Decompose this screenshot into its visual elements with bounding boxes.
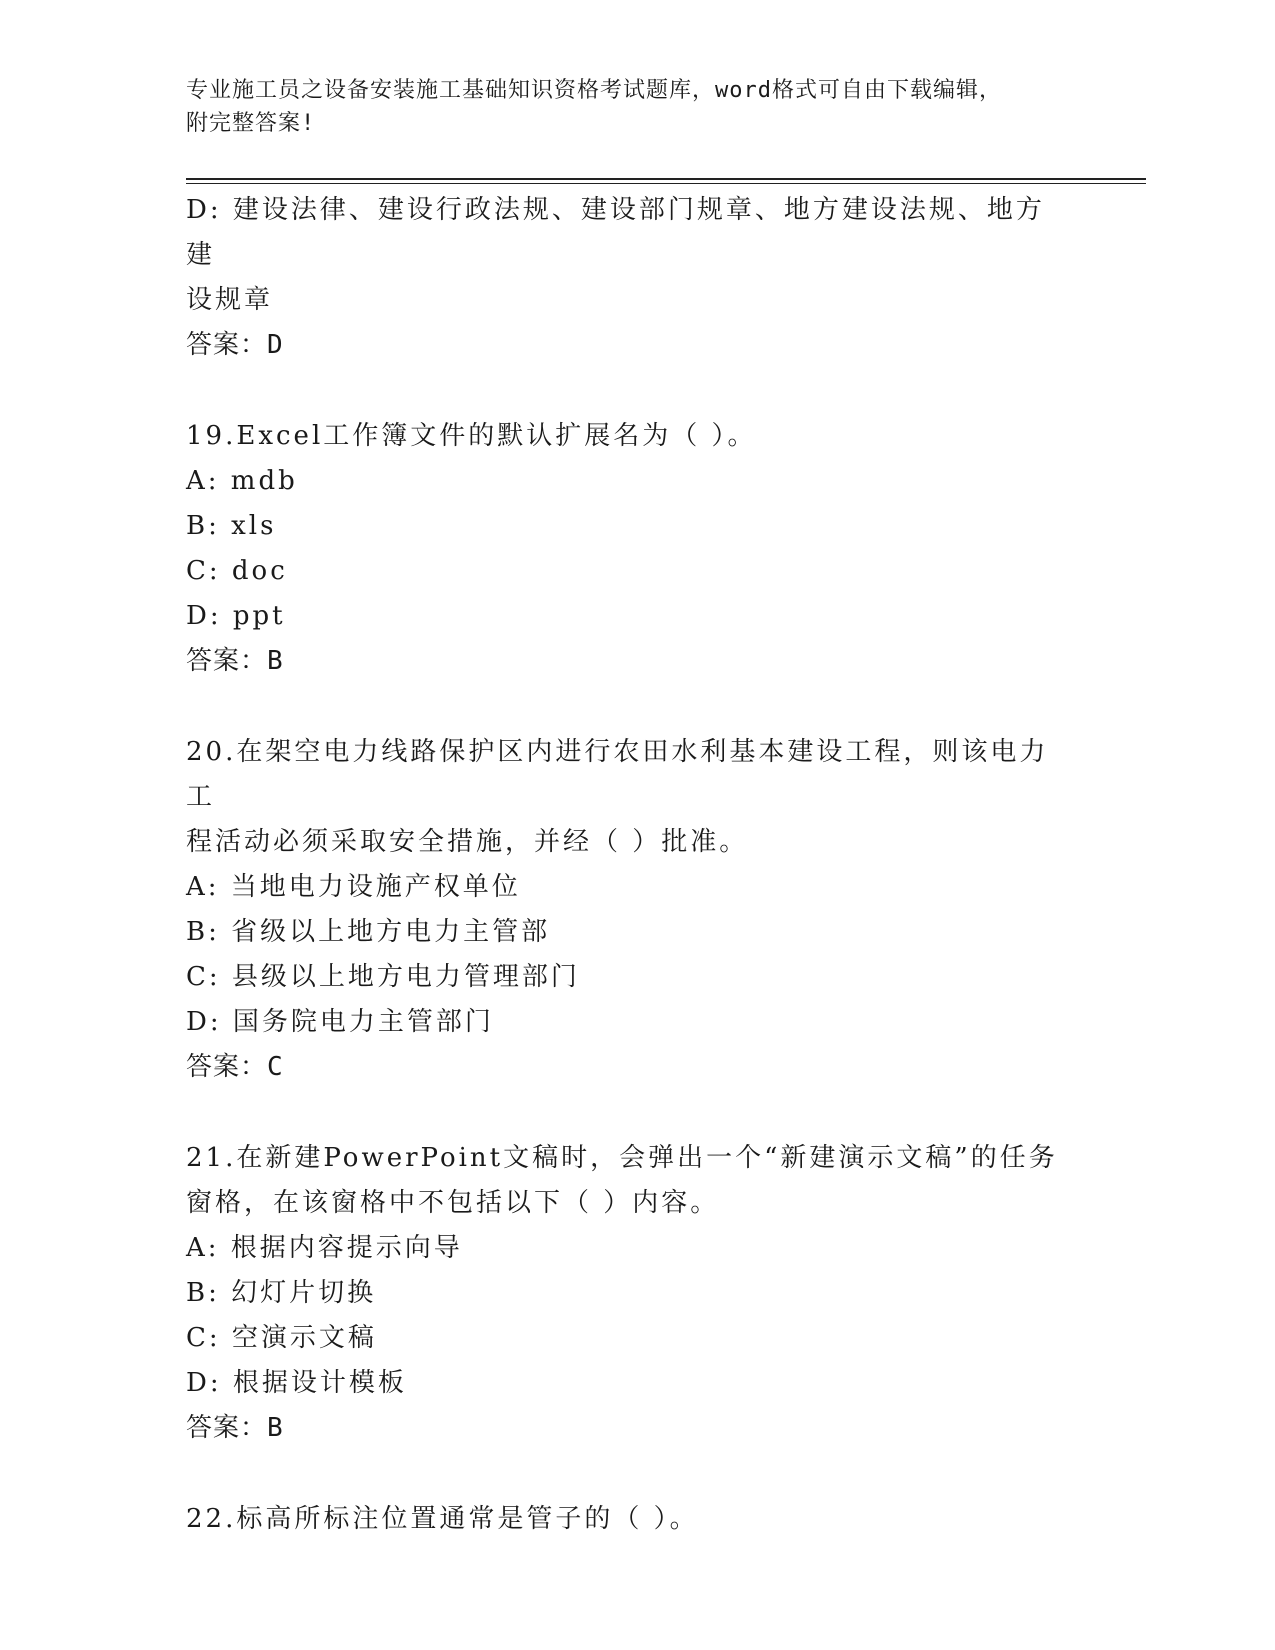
answer-line: 答案：C [186,1052,284,1082]
spacer [186,368,1066,414]
header-divider-thick [186,178,1146,180]
question-20-block [186,730,1066,1090]
question-text: 19.Excel工作簿文件的默认扩展名为（ ）。 [186,421,757,451]
document-header [186,74,1066,140]
question-22-block [186,1497,1066,1542]
option-b: B: xls [186,511,277,541]
question-21-block [186,1136,1066,1451]
option-d: D: 根据设计模板 [186,1368,407,1398]
option-c: C: 空演示文稿 [186,1323,377,1353]
option-b: B: 省级以上地方电力主管部 [186,917,551,947]
option-a: A: 根据内容提示向导 [186,1233,463,1263]
header-divider-thin [186,183,1146,184]
question-18-block [186,188,1066,368]
answer-line: 答案：B [186,646,284,676]
spacer [186,684,1066,730]
option-d: D: ppt [186,601,286,631]
option-d: D: 国务院电力主管部门 [186,1007,494,1037]
question-19-block [186,414,1066,684]
question-text-continued: 程活动必须采取安全措施，并经（ ）批准。 [186,827,749,857]
option-a: A: 当地电力设施产权单位 [186,872,521,902]
answer-line: 答案：D [186,330,284,360]
option-b: B: 幻灯片切换 [186,1278,377,1308]
question-list [186,188,1066,1542]
header-line-2: 附完整答案! [186,111,316,136]
option-d: D: 建设法律、建设行政法规、建设部门规章、地方建设法规、地方建 [186,195,1045,270]
question-text-continued: 窗格，在该窗格中不包括以下（ ）内容。 [186,1188,720,1218]
question-text: 21.在新建PowerPoint文稿时，会弹出一个“新建演示文稿”的任务 [186,1143,1058,1173]
option-c: C: doc [186,556,288,586]
option-d-continued: 设规章 [186,285,274,315]
header-line-1: 专业施工员之设备安装施工基础知识资格考试题库，word格式可自由下载编辑， [186,78,1002,103]
question-text: 22.标高所标注位置通常是管子的（ ）。 [186,1504,699,1534]
answer-line: 答案：B [186,1413,284,1443]
option-a: A: mdb [186,466,298,496]
spacer [186,1090,1066,1136]
question-text: 20.在架空电力线路保护区内进行农田水利基本建设工程，则该电力工 [186,737,1049,812]
spacer [186,1451,1066,1497]
option-c: C: 县级以上地方电力管理部门 [186,962,580,992]
